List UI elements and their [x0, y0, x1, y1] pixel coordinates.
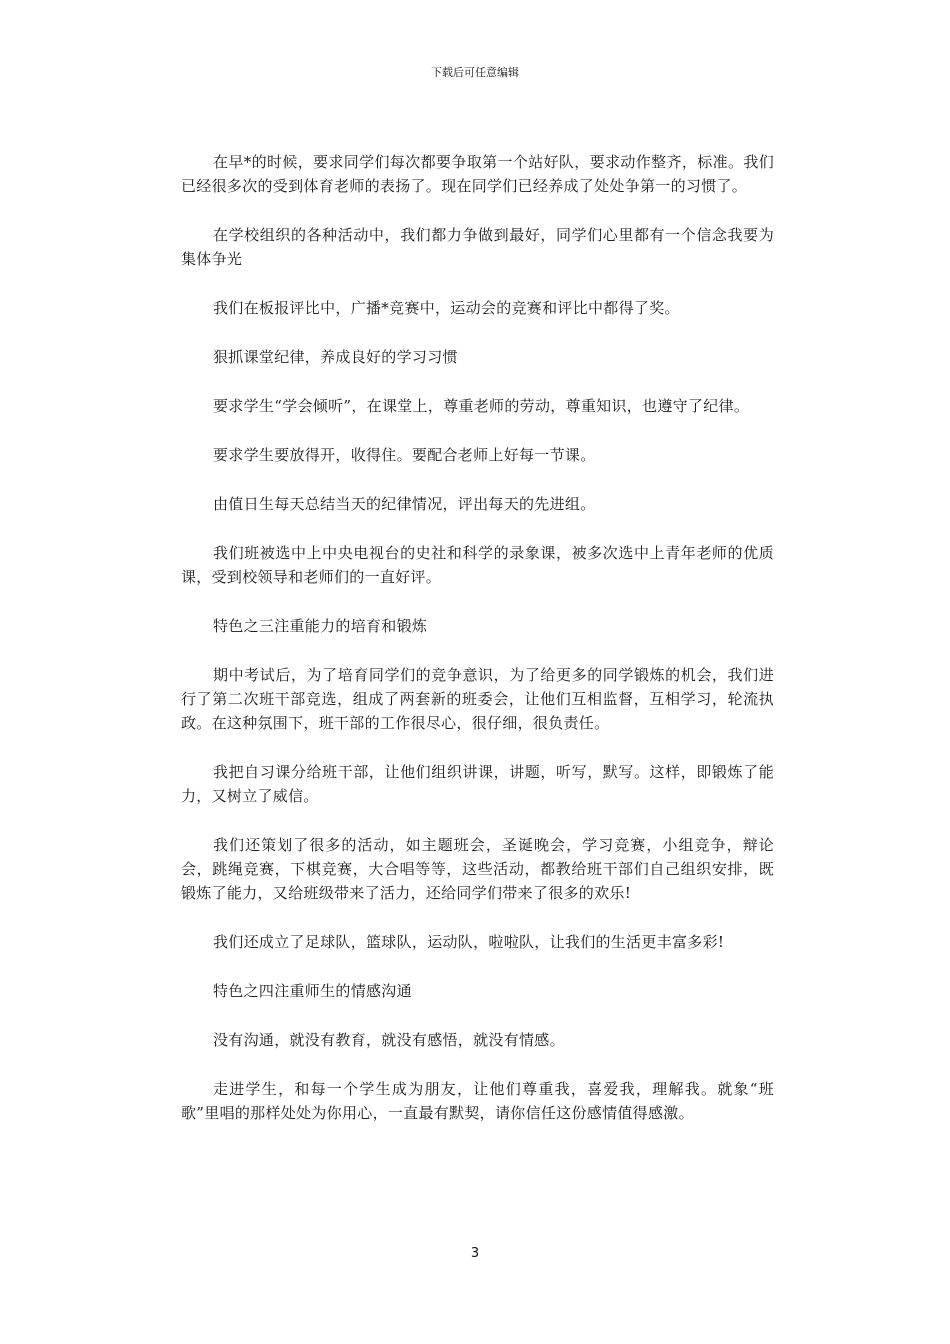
section-heading: 特色之四注重师生的情感沟通 [213, 982, 412, 1000]
document-body [181, 150, 774, 1150]
paragraph: 走进学生，和每一个学生成为朋友，让他们尊重我，喜爱我，理解我。就象“班歌”里唱的那样处处为你用心，一直最有默契，请你信任这份感情值得感激。 [181, 1080, 774, 1122]
paragraph: 要求学生要放得开，收得住。要配合老师上好每一节课。 [213, 446, 596, 464]
paragraph: 在学校组织的各种活动中，我们都力争做到最好，同学们心里都有一个信念我要为集体争光 [181, 226, 774, 268]
paragraph: 没有沟通，就没有教育，就没有感悟，就没有情感。 [213, 1031, 565, 1049]
paragraph: 由值日生每天总结当天的纪律情况，评出每天的先进组。 [213, 495, 596, 513]
paragraph: 我们还策划了很多的活动，如主题班会，圣诞晚会，学习竞赛，小组竞争，辩论会，跳绳竞赛，下棋竞赛，大合唱等等，这些活动，都教给班干部们自己组织安排，既锻炼了能力，又给班级带来了活力，还给同学们带来了很多的欢乐! [181, 836, 774, 902]
paragraph: 我们在板报评比中，广播*竞赛中，运动会的竞赛和评比中都得了奖。 [213, 299, 680, 317]
paragraph: 我们班被选中上中央电视台的史社和科学的录象课，被多次选中上青年老师的优质课，受到校领导和老师们的一直好评。 [181, 544, 774, 586]
paragraph: 我们还成立了足球队，篮球队，运动队，啦啦队，让我们的生活更丰富多彩! [213, 933, 725, 951]
paragraph: 要求学生“学会倾听”，在课堂上，尊重老师的劳动，尊重知识，也遵守了纪律。 [213, 397, 750, 415]
paragraph: 我把自习课分给班干部，让他们组织讲课，讲题，听写，默写。这样，即锻炼了能力，又树立了威信。 [181, 763, 774, 805]
page-header: 下载后可任意编辑 [431, 66, 519, 79]
page-number: 3 [470, 1246, 480, 1261]
paragraph: 在早*的时候，要求同学们每次都要争取第一个站好队，要求动作整齐，标准。我们已经很多次的受到体育老师的表扬了。现在同学们已经养成了处处争第一的习惯了。 [181, 153, 774, 195]
section-heading: 狠抓课堂纪律，养成良好的学习习惯 [213, 348, 458, 366]
section-heading: 特色之三注重能力的培育和锻炼 [213, 617, 428, 635]
paragraph: 期中考试后，为了培育同学们的竞争意识，为了给更多的同学锻炼的机会，我们进行了第二次班干部竞选，组成了两套新的班委会，让他们互相监督，互相学习，轮流执政。在这种氛围下，班干部的工作很尽心，很仔细，很负责任。 [181, 666, 774, 732]
